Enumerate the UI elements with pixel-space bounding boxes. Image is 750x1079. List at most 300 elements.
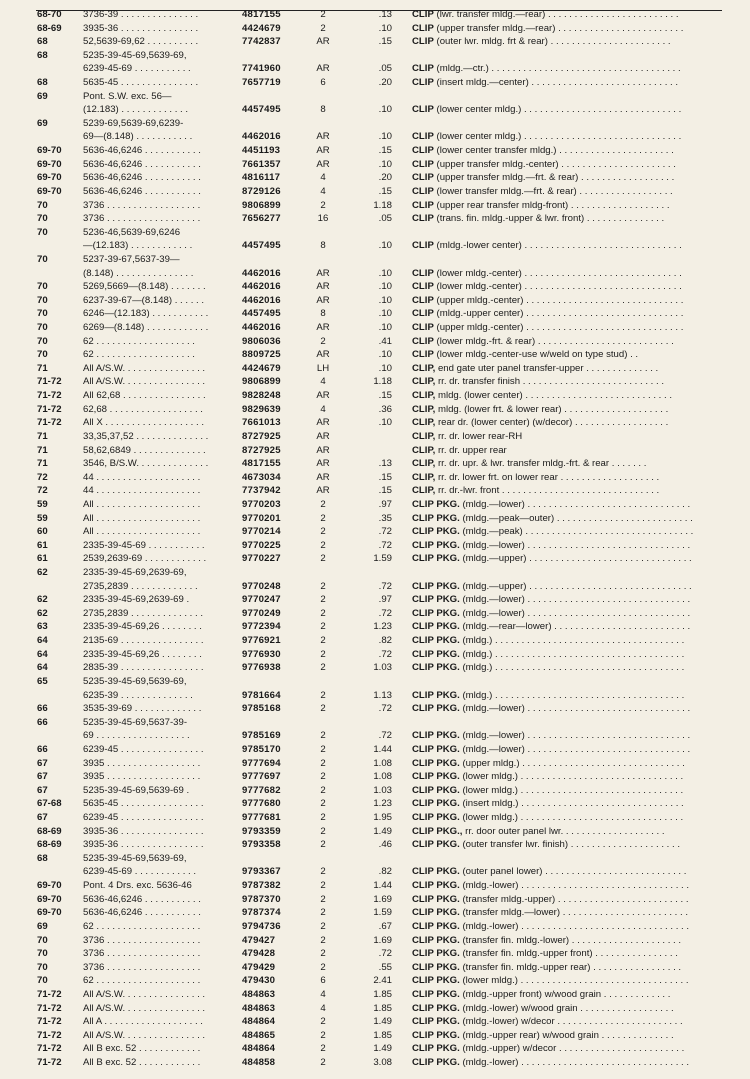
row-models: 2335-39-45-69 . . . . . . . . . . . [83, 539, 205, 551]
row-part-number: 9770201 [242, 512, 281, 524]
row-part-number: 8727925 [242, 444, 281, 456]
row-item-name: CLIP PKG. [412, 866, 460, 878]
row-models: 2835-39 . . . . . . . . . . . . . . . . [83, 662, 204, 674]
row-description [412, 525, 730, 538]
table-row [0, 661, 750, 674]
row-detail: (mldg.) . . . . . . . . . . . . . . . . . . . . . . . . . . . . . . . . . . . . [462, 648, 685, 660]
row-quantity: 2 [320, 635, 326, 647]
table-row [0, 920, 750, 933]
row-description [412, 130, 730, 143]
row-quantity: AR [316, 145, 330, 157]
row-detail: (lower mldg.-center-use w/weld on type stud) . . [436, 349, 639, 361]
table-row [0, 770, 750, 783]
row-year: 62 [37, 594, 48, 606]
row-quantity: 2 [320, 199, 326, 211]
table-row [0, 280, 750, 293]
table-row [0, 484, 750, 497]
row-description [412, 1002, 730, 1015]
row-item-name: CLIP PKG. [412, 839, 460, 851]
row-year: 71-72 [37, 376, 62, 388]
row-detail: (upper transfer mldg.—rear) . . . . . . . . . . . . . . . . . . . . . . . . [436, 22, 684, 34]
table-row [0, 1029, 750, 1042]
row-price: .10 [378, 22, 392, 34]
row-part-number: 7737942 [242, 485, 281, 497]
row-item-name: CLIP [412, 63, 434, 75]
row-detail: mldg. (lower frt. & lower rear) . . . . . . . . . . . . . . . . . . . . [437, 403, 669, 415]
row-part-number: 484858 [242, 1057, 276, 1068]
row-year: 69 [37, 117, 48, 129]
row-part-number: 7656277 [242, 213, 281, 225]
row-quantity: 8 [320, 308, 326, 320]
row-detail: (lower transfer mldg.—frt. & rear) . . . . . . . . . . . . . . . . . . [436, 185, 673, 197]
row-year: 70 [37, 349, 48, 361]
row-detail: (lower center mldg.) . . . . . . . . . . . . . . . . . . . . . . . . . . . . . . [436, 131, 682, 143]
row-year: 65 [37, 675, 48, 687]
row-year: 71-72 [37, 1057, 62, 1068]
row-year: 61 [37, 553, 48, 565]
row-year: 71-72 [37, 1002, 62, 1014]
row-models: All A/S.W. . . . . . . . . . . . . . . . [83, 1002, 206, 1014]
row-models: 3935-36 . . . . . . . . . . . . . . . . [83, 839, 204, 851]
row-part-number: 9770214 [242, 526, 281, 538]
row-description [412, 158, 730, 171]
row-year: 71-72 [37, 417, 62, 429]
row-description [412, 212, 730, 225]
row-detail: (mldg.-upper center) . . . . . . . . . . . . . . . . . . . . . . . . . . . . . . [436, 308, 684, 320]
row-quantity: AR [316, 158, 330, 170]
row-price: .10 [378, 281, 392, 293]
row-price: .15 [378, 145, 392, 157]
row-detail: (mldg.-lower) w/decor . . . . . . . . . . . . . . . . . . . . . . . . [462, 1016, 683, 1028]
row-price: .05 [378, 213, 392, 225]
row-year: 67 [37, 812, 48, 823]
row-part-number: 9777697 [242, 771, 281, 783]
row-quantity: 2 [320, 22, 326, 34]
row-quantity: 2 [320, 948, 326, 960]
row-models: 62 . . . . . . . . . . . . . . . . . . . [83, 335, 195, 347]
row-item-name: CLIP [412, 172, 434, 184]
row-detail: rr. dr.-lwr. front . . . . . . . . . . . . . . . . . . . . . . . . . . . . . . [437, 485, 660, 497]
row-item-name: CLIP PKG. [412, 580, 460, 592]
row-models: All A/S.W. . . . . . . . . . . . . . . . [83, 362, 206, 374]
row-year: 70 [37, 226, 48, 238]
row-models: 3535-39-69 . . . . . . . . . . . . . [83, 703, 202, 715]
row-models: 5269,5669—(8.148) . . . . . . . [83, 281, 206, 293]
row-description [412, 879, 730, 892]
row-item-name: CLIP PKG. [412, 1029, 460, 1041]
row-year: 70 [37, 281, 48, 293]
row-year: 68-70 [37, 9, 62, 20]
row-description [412, 430, 730, 443]
row-year: 71 [37, 458, 48, 470]
row-year: 68 [37, 77, 48, 89]
table-row [0, 648, 750, 661]
row-part-number: 8729126 [242, 185, 281, 197]
row-description [412, 471, 730, 484]
row-detail: (upper rear transfer mldg-front) . . . . . . . . . . . . . . . . . . . [436, 199, 670, 211]
row-description [412, 22, 730, 35]
row-quantity: 2 [320, 1029, 326, 1041]
row-description [412, 267, 730, 280]
row-item-name: CLIP [412, 185, 434, 197]
row-item-name: CLIP PKG. [412, 526, 460, 538]
row-models: —(12.183) . . . . . . . . . . . . [83, 240, 193, 252]
row-quantity: 2 [320, 526, 326, 538]
row-price: 3.08 [373, 1057, 392, 1068]
row-description [412, 729, 730, 742]
table-row [0, 852, 750, 865]
row-price: .13 [378, 458, 392, 470]
table-row [0, 552, 750, 565]
row-description [412, 593, 730, 606]
row-detail: (lower center mldg.) . . . . . . . . . . . . . . . . . . . . . . . . . . . . . . [436, 104, 682, 116]
row-description [412, 62, 730, 75]
row-item-name: CLIP PKG. [412, 703, 460, 715]
row-detail: (lower mldg.) . . . . . . . . . . . . . . . . . . . . . . . . . . . . . . . [462, 784, 684, 796]
row-detail: (mldg.-upper) w/decor . . . . . . . . . . . . . . . . . . . . . . . . [462, 1043, 685, 1055]
row-quantity: 4 [320, 988, 326, 1000]
row-detail: (mldg.-upper rear) w/wood grain . . . . . . . . . . . . . . [462, 1029, 674, 1041]
row-year: 60 [37, 526, 48, 538]
row-detail: (trans. fin. mldg.-upper & lwr. front) . . . . . . . . . . . . . . . [436, 213, 665, 225]
row-models: 5239-69,5639-69,6239- [83, 117, 184, 129]
row-models: 2539,2639-69 . . . . . . . . . . . . [83, 553, 207, 565]
row-part-number: 9781664 [242, 689, 281, 701]
row-item-name: CLIP PKG. [412, 948, 460, 960]
row-quantity: 2 [320, 621, 326, 633]
table-row [0, 893, 750, 906]
row-part-number: 4424679 [242, 22, 281, 34]
row-price: 1.08 [373, 771, 392, 783]
row-part-number: 9787370 [242, 893, 281, 905]
row-price: .67 [378, 920, 392, 932]
table-row [0, 389, 750, 402]
row-price: .35 [378, 512, 392, 524]
row-models: 6246—(12.183) . . . . . . . . . . . [83, 308, 209, 320]
row-year: 59 [37, 498, 48, 510]
row-item-name: CLIP PKG. [412, 771, 460, 783]
row-part-number: 4424679 [242, 362, 281, 374]
row-part-number: 7741960 [242, 63, 281, 75]
row-item-name: CLIP PKG. [412, 689, 460, 701]
row-description [412, 457, 730, 470]
row-description [412, 838, 730, 851]
row-year: 59 [37, 512, 48, 524]
row-year: 68 [37, 36, 48, 48]
row-detail: (upper mldg.-center) . . . . . . . . . . . . . . . . . . . . . . . . . . . . . . [436, 294, 684, 306]
row-quantity: AR [316, 349, 330, 361]
table-row [0, 294, 750, 307]
row-description [412, 865, 730, 878]
row-description [412, 35, 730, 48]
row-models: 5237-39-67,5637-39— [83, 253, 180, 265]
row-models: All 62,68 . . . . . . . . . . . . . . . . [83, 390, 206, 402]
row-models: 58,62,6849 . . . . . . . . . . . . . . [83, 444, 206, 456]
row-item-name: CLIP PKG. [412, 975, 460, 987]
row-quantity: 2 [320, 9, 326, 20]
row-part-number: 4457495 [242, 240, 281, 252]
table-row [0, 335, 750, 348]
row-quantity: 2 [320, 920, 326, 932]
row-quantity: AR [316, 430, 330, 442]
table-row [0, 90, 750, 103]
table-row [0, 825, 750, 838]
row-item-name: CLIP [412, 308, 434, 320]
row-description [412, 934, 730, 947]
row-description [412, 1042, 730, 1055]
row-part-number: 8727925 [242, 430, 281, 442]
row-item-name: CLIP [412, 294, 434, 306]
row-quantity: 2 [320, 934, 326, 946]
row-item-name: CLIP PKG. [412, 880, 460, 892]
row-year: 64 [37, 662, 48, 674]
row-description [412, 634, 730, 647]
row-item-name: CLIP PKG. [412, 920, 460, 932]
row-description [412, 770, 730, 783]
row-detail: (upper mldg.-center) . . . . . . . . . . . . . . . . . . . . . . . . . . . . . . [436, 322, 684, 334]
table-row [0, 76, 750, 89]
row-part-number: 4457495 [242, 308, 281, 320]
row-price: .10 [378, 362, 392, 374]
row-description [412, 974, 730, 987]
row-item-name: CLIP PKG. [412, 784, 460, 796]
row-item-name: CLIP PKG. [412, 539, 460, 551]
row-quantity: 8 [320, 240, 326, 252]
row-detail: (transfer fin. mldg.-upper rear) . . . . . . . . . . . . . . . . . [462, 961, 682, 973]
row-models: 2335-39-45-69,26 . . . . . . . . [83, 648, 202, 660]
row-models: 3736 . . . . . . . . . . . . . . . . . . [83, 961, 201, 973]
table-row [0, 239, 750, 252]
row-description [412, 906, 730, 919]
row-part-number: 4462016 [242, 267, 281, 279]
table-row [0, 444, 750, 457]
row-quantity: AR [316, 63, 330, 75]
row-part-number: 4462016 [242, 294, 281, 306]
row-item-name: CLIP PKG. [412, 798, 460, 810]
row-year: 68-69 [37, 825, 62, 837]
row-quantity: 2 [320, 648, 326, 660]
row-detail: (mldg.—lower) . . . . . . . . . . . . . . . . . . . . . . . . . . . . . . . [462, 607, 691, 619]
row-price: 1.23 [373, 798, 392, 810]
row-year: 69-70 [37, 893, 62, 905]
row-description [412, 620, 730, 633]
row-quantity: 2 [320, 961, 326, 973]
row-part-number: 9785168 [242, 703, 281, 715]
row-quantity: 2 [320, 498, 326, 510]
table-row [0, 539, 750, 552]
table-row [0, 171, 750, 184]
row-detail: (outer panel lower) . . . . . . . . . . . . . . . . . . . . . . . . . . . [462, 866, 687, 878]
row-description [412, 389, 730, 402]
row-quantity: AR [316, 267, 330, 279]
row-item-name: CLIP PKG. [412, 743, 460, 755]
row-detail: (mldg.) . . . . . . . . . . . . . . . . . . . . . . . . . . . . . . . . . . . . [462, 635, 685, 647]
row-detail: (mldg.) . . . . . . . . . . . . . . . . . . . . . . . . . . . . . . . . . . . . [462, 662, 685, 674]
row-quantity: 2 [320, 839, 326, 851]
row-item-name: CLIP [412, 267, 434, 279]
row-item-name: CLIP [412, 145, 434, 157]
row-models: 33,35,37,52 . . . . . . . . . . . . . . [83, 430, 209, 442]
row-item-name: CLIP PKG. [412, 1002, 460, 1014]
row-detail: (mldg.—ctr.) . . . . . . . . . . . . . . . . . . . . . . . . . . . . . . . . . . . . [436, 63, 681, 75]
row-detail: (lower mldg.-center) . . . . . . . . . . . . . . . . . . . . . . . . . . . . . . [436, 267, 682, 279]
row-description [412, 988, 730, 1001]
row-quantity: 2 [320, 784, 326, 796]
row-detail: (lower mldg.-center) . . . . . . . . . . . . . . . . . . . . . . . . . . . . . . [436, 281, 682, 293]
table-row [0, 22, 750, 35]
table-row [0, 865, 750, 878]
row-quantity: AR [316, 471, 330, 483]
table-row [0, 430, 750, 443]
row-quantity: 16 [317, 213, 329, 225]
row-detail: (mldg.-lower) . . . . . . . . . . . . . . . . . . . . . . . . . . . . . . . . [462, 880, 690, 892]
row-description [412, 797, 730, 810]
table-row [0, 1002, 750, 1015]
row-part-number: 7742837 [242, 36, 281, 48]
row-description [412, 171, 730, 184]
row-item-name: CLIP PKG. [412, 934, 460, 946]
row-price: 1.85 [373, 1002, 392, 1014]
row-quantity: 2 [320, 662, 326, 674]
row-item-name: CLIP PKG. [412, 635, 460, 647]
row-models: 3935 . . . . . . . . . . . . . . . . . . [83, 771, 201, 783]
row-year: 70 [37, 294, 48, 306]
row-year: 69-70 [37, 907, 62, 919]
row-part-number: 9777681 [242, 812, 281, 823]
row-price: .15 [378, 485, 392, 497]
row-part-number: 484864 [242, 1016, 276, 1028]
row-models: Pont. 4 Drs. exc. 5636-46 [83, 880, 192, 892]
row-quantity: 2 [320, 512, 326, 524]
row-year: 70 [37, 253, 48, 265]
row-quantity: AR [316, 417, 330, 429]
row-year: 70 [37, 199, 48, 211]
table-row [0, 906, 750, 919]
row-part-number: 484864 [242, 1043, 276, 1055]
row-item-name: CLIP [412, 36, 434, 48]
row-item-name: CLIP PKG. [412, 512, 460, 524]
row-part-number: 9776930 [242, 648, 281, 660]
row-part-number: 9770249 [242, 607, 281, 619]
row-models: 5636-46,6246 . . . . . . . . . . . [83, 907, 201, 919]
row-quantity: AR [316, 458, 330, 470]
row-year: 69-70 [37, 185, 62, 197]
row-quantity: 2 [320, 539, 326, 551]
row-year: 70 [37, 948, 48, 960]
row-part-number: 9787374 [242, 907, 281, 919]
row-detail: (mldg.—lower) . . . . . . . . . . . . . . . . . . . . . . . . . . . . . . . [462, 498, 691, 510]
row-part-number: 4457495 [242, 104, 281, 116]
row-detail: rr. door outer panel lwr. . . . . . . . . . . . . . . . . . . . [465, 825, 665, 837]
table-row [0, 498, 750, 511]
row-models: (8.148) . . . . . . . . . . . . . . . [83, 267, 194, 279]
row-description [412, 702, 730, 715]
row-year: 72 [37, 485, 48, 497]
row-quantity: 2 [320, 771, 326, 783]
row-price: .10 [378, 158, 392, 170]
row-part-number: 4673034 [242, 471, 281, 483]
row-price: 1.69 [373, 893, 392, 905]
row-models: 5636-46,6246 . . . . . . . . . . . [83, 185, 201, 197]
row-year: 68-69 [37, 839, 62, 851]
row-models: 3546, B/S.W. . . . . . . . . . . . . . [83, 458, 209, 470]
row-year: 67 [37, 784, 48, 796]
row-item-name: CLIP [412, 77, 434, 89]
row-price: 1.13 [373, 689, 392, 701]
row-detail: (mldg.—rear—lower) . . . . . . . . . . . . . . . . . . . . . . . . . . [462, 621, 691, 633]
row-detail: (upper transfer mldg.—frt. & rear) . . . . . . . . . . . . . . . . . . [436, 172, 675, 184]
row-detail: rear dr. (lower center) (w/decor) . . . . . . . . . . . . . . . . . . [437, 417, 669, 429]
row-models: 3736 . . . . . . . . . . . . . . . . . . [83, 213, 201, 225]
row-models: 62 . . . . . . . . . . . . . . . . . . . . [83, 920, 201, 932]
row-detail: (mldg.-lower) . . . . . . . . . . . . . . . . . . . . . . . . . . . . . . . . [462, 920, 690, 932]
row-description [412, 1015, 730, 1028]
row-part-number: 479429 [242, 961, 276, 973]
row-detail: (insert mldg.—center) . . . . . . . . . . . . . . . . . . . . . . . . . . . . [436, 77, 679, 89]
row-item-name: CLIP, [412, 376, 436, 388]
row-item-name: CLIP [412, 22, 434, 34]
row-price: .46 [378, 839, 392, 851]
row-year: 61 [37, 539, 48, 551]
table-row [0, 797, 750, 810]
row-models: 2335-39-45-69,2639-69 . [83, 594, 190, 606]
table-row [0, 375, 750, 388]
row-part-number: 9806036 [242, 335, 281, 347]
row-quantity: 2 [320, 1057, 326, 1068]
row-price: .10 [378, 267, 392, 279]
row-description [412, 552, 730, 565]
row-item-name: CLIP, [412, 417, 436, 429]
row-year: 69-70 [37, 880, 62, 892]
row-detail: (mldg.-lower) w/wood grain . . . . . . . . . . . . . . . . . . [462, 1002, 674, 1014]
row-detail: (mldg.—lower) . . . . . . . . . . . . . . . . . . . . . . . . . . . . . . . [462, 594, 691, 606]
row-part-number: 4817155 [242, 9, 281, 20]
row-item-name: CLIP PKG. [412, 648, 460, 660]
row-item-name: CLIP [412, 131, 434, 143]
row-models: 44 . . . . . . . . . . . . . . . . . . . . [83, 485, 201, 497]
row-part-number: 4451193 [242, 145, 281, 157]
row-quantity: 2 [320, 825, 326, 837]
row-detail: rr. dr. lower frt. on lower rear . . . . . . . . . . . . . . . . . . . [437, 471, 660, 483]
row-detail: rr. dr. upper rear [437, 444, 507, 456]
table-row [0, 130, 750, 143]
row-models: 3736-39 . . . . . . . . . . . . . . . [83, 9, 199, 20]
row-year: 66 [37, 703, 48, 715]
row-price: .72 [378, 580, 392, 592]
row-models: All A/S.W. . . . . . . . . . . . . . . . [83, 1029, 206, 1041]
row-models: 52,5639-69,62 . . . . . . . . . . [83, 36, 199, 48]
row-item-name: CLIP, [412, 390, 436, 402]
table-row [0, 1042, 750, 1055]
row-description [412, 294, 730, 307]
row-year: 62 [37, 567, 48, 579]
row-part-number: 9787382 [242, 880, 281, 892]
row-year: 66 [37, 743, 48, 755]
row-description [412, 661, 730, 674]
row-description [412, 199, 730, 212]
row-part-number: 9772394 [242, 621, 281, 633]
row-item-name: CLIP [412, 199, 434, 211]
row-quantity: AR [316, 36, 330, 48]
row-item-name: CLIP [412, 240, 434, 252]
row-year: 70 [37, 308, 48, 320]
row-models: All B exc. 52 . . . . . . . . . . . . [83, 1057, 201, 1068]
row-detail: (lower center transfer mldg.) . . . . . . . . . . . . . . . . . . . . . . [436, 145, 674, 157]
row-item-name: CLIP, [412, 444, 436, 456]
row-models: 5635-45 . . . . . . . . . . . . . . . . [83, 798, 204, 810]
row-detail: (mldg.—upper) . . . . . . . . . . . . . . . . . . . . . . . . . . . . . . . [462, 553, 692, 565]
row-part-number: 9806899 [242, 376, 281, 388]
